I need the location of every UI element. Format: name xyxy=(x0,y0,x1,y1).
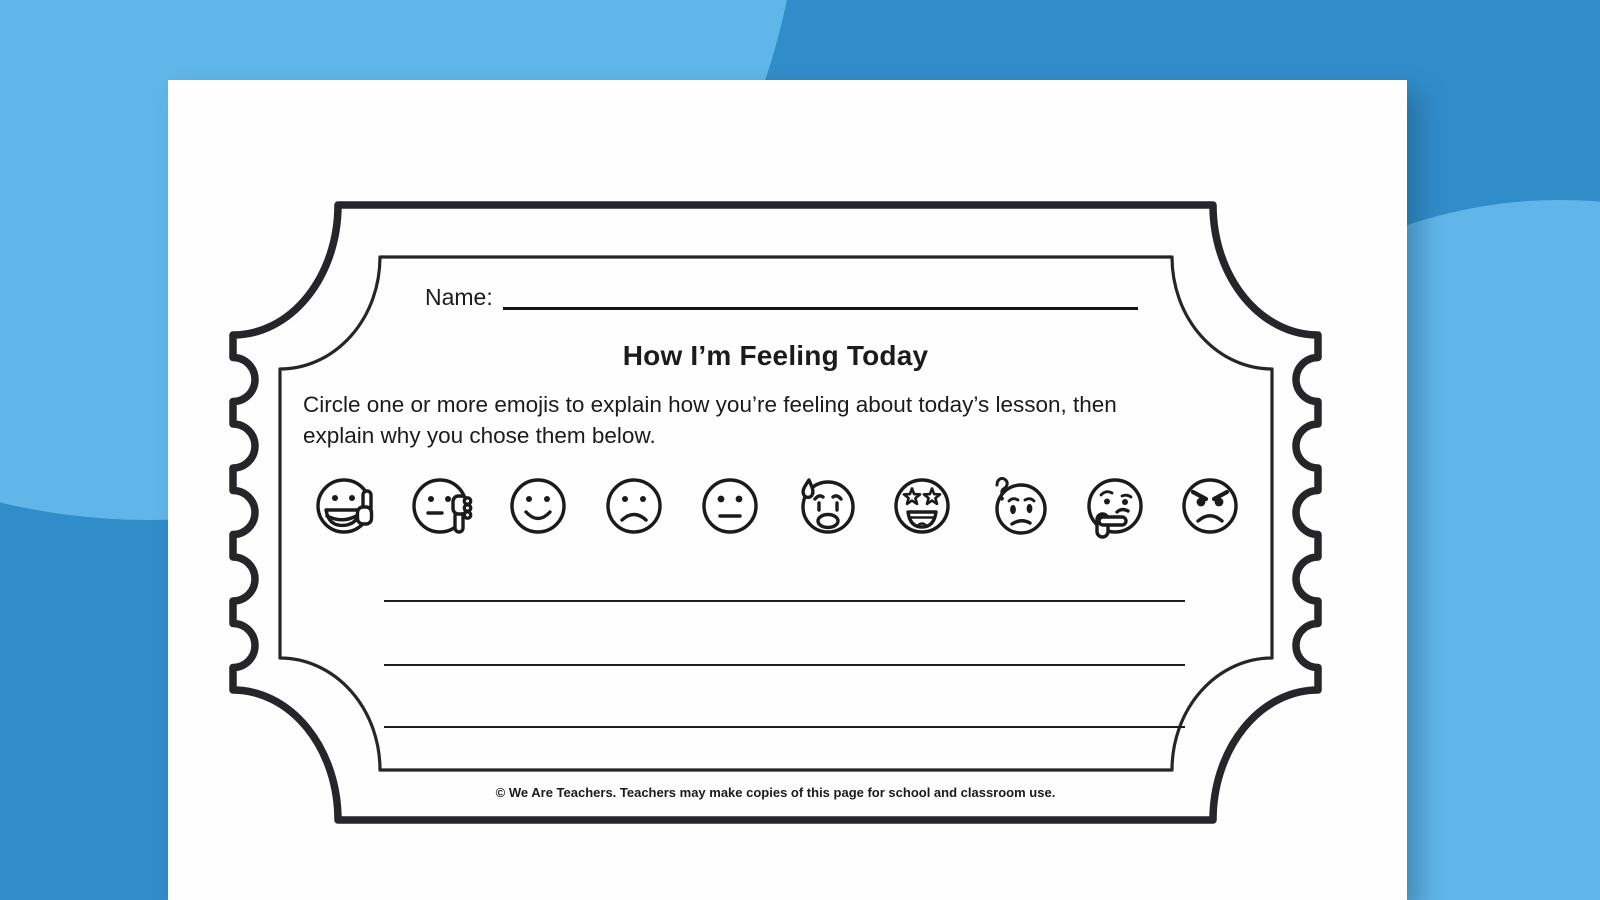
writing-line xyxy=(384,600,1185,602)
writing-line xyxy=(384,726,1185,728)
worksheet-title: How I’m Feeling Today xyxy=(622,340,929,371)
grinning-face-with-thumbs-up-icon xyxy=(314,471,382,539)
anxious-face-with-sweat-icon xyxy=(794,471,862,539)
smiling-face-icon xyxy=(506,471,574,539)
instructions-line-1: Circle one or more emojis to explain how you’re feeling about today’s lesson, then xyxy=(303,392,1117,417)
writing-line xyxy=(384,664,1185,666)
angry-face-icon xyxy=(1178,471,1246,539)
copyright-notice: © We Are Teachers. Teachers may make copies of this page for school and classroom use. xyxy=(495,785,1056,800)
confused-face-with-question-mark-icon xyxy=(986,471,1054,539)
name-label: Name: xyxy=(425,284,493,310)
instructions xyxy=(303,389,1263,451)
neutral-face-with-thumbs-down-icon xyxy=(410,471,478,539)
neutral-face-icon xyxy=(698,471,766,539)
thinking-face-icon xyxy=(1082,471,1150,539)
name-row xyxy=(425,276,1138,314)
worksheet-page xyxy=(168,80,1407,900)
instructions-line-2: explain why you chose them below. xyxy=(303,423,656,448)
frowning-face-icon xyxy=(602,471,670,539)
name-blank-line xyxy=(503,307,1138,310)
star-struck-face-icon xyxy=(890,471,958,539)
